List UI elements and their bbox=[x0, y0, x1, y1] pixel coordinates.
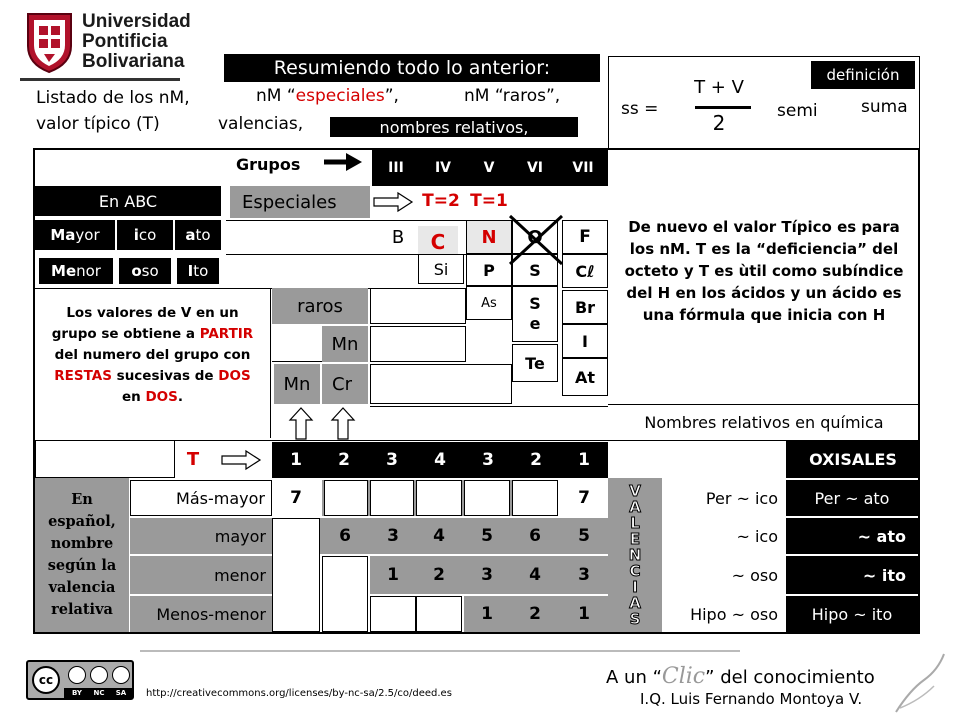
group-iv: IV bbox=[434, 160, 452, 176]
by-icon bbox=[68, 666, 86, 684]
ito-suffix: to bbox=[193, 262, 209, 280]
element-i: I bbox=[562, 324, 608, 358]
nc-icon bbox=[90, 666, 108, 684]
mayor-value-4: 4 bbox=[433, 526, 445, 546]
menor-value-3: 1 bbox=[387, 565, 399, 585]
cr-cell: Cr bbox=[322, 364, 368, 404]
t-value-4: 4 bbox=[434, 450, 446, 470]
mas-mayor-value-1: 7 bbox=[290, 488, 302, 508]
element-n: N bbox=[466, 220, 512, 254]
t-row-left-cell bbox=[35, 440, 175, 478]
t-value-7: 1 bbox=[578, 450, 590, 470]
ico-suffix: co bbox=[138, 226, 157, 244]
salt-ato: ~ ato bbox=[786, 518, 918, 554]
element-cl: Cℓ bbox=[562, 254, 608, 288]
suffix-ato bbox=[175, 220, 221, 250]
note-part4: en bbox=[121, 389, 146, 405]
acid-per-ico: Per ~ ico bbox=[705, 488, 778, 508]
t-value-6: 2 bbox=[530, 450, 542, 470]
oso-prefix: o bbox=[131, 262, 142, 280]
mayor-value-6: 6 bbox=[529, 526, 541, 546]
mm-empty-4 bbox=[464, 480, 510, 516]
header-divider bbox=[20, 78, 180, 81]
t-value-3: 3 bbox=[386, 450, 398, 470]
t-value-1: 1 bbox=[290, 450, 302, 470]
license-link[interactable]: http://creativecommons.org/licenses/by-nc-sa/2.5/co/deed.es bbox=[146, 688, 452, 699]
by-text: BY bbox=[71, 689, 83, 697]
nm-prefix: nM “ bbox=[256, 86, 296, 106]
university-line3: Bolivariana bbox=[82, 51, 185, 72]
menor-blank-2 bbox=[322, 556, 368, 632]
mayor-value-7: 5 bbox=[578, 526, 590, 546]
t-label: T bbox=[186, 448, 200, 470]
oxisales-label: OXISALES bbox=[786, 440, 920, 478]
cc-license-badge bbox=[26, 660, 134, 700]
arrow-row-line bbox=[370, 406, 608, 407]
intro-valencias: valencias, bbox=[218, 114, 304, 134]
suffix-ito bbox=[175, 256, 221, 286]
clic-word: Clic bbox=[661, 664, 706, 689]
menos-menor-value-7: 1 bbox=[578, 604, 590, 624]
salt-per-ato: Per ~ ato bbox=[786, 480, 918, 516]
menor-prefix: Me bbox=[51, 262, 77, 280]
mayor-suffix: yor bbox=[75, 226, 100, 244]
semi-label: semi bbox=[777, 101, 818, 121]
mayor-value-2: 6 bbox=[339, 526, 351, 546]
especiales-label: Especiales bbox=[230, 186, 370, 218]
menor-suffix: nor bbox=[76, 262, 101, 280]
page-title: Resumiendo todo lo anterior: bbox=[224, 54, 600, 82]
slogan-prefix: A un “ bbox=[606, 667, 662, 688]
mayor-prefix: Ma bbox=[50, 226, 76, 244]
up-arrow-icon-1 bbox=[288, 406, 314, 444]
suffix-mayor bbox=[35, 220, 115, 250]
mm-empty-2 bbox=[370, 480, 414, 516]
suma-label: suma bbox=[861, 97, 908, 117]
note-restas: RESTAS bbox=[54, 368, 112, 384]
element-o: O bbox=[512, 220, 558, 254]
fraction-bar bbox=[695, 106, 751, 109]
acid-ico: ~ ico bbox=[736, 526, 778, 546]
raros-cell-empty bbox=[370, 288, 466, 324]
se-part1: S bbox=[529, 294, 541, 313]
university-line2: Pontificia bbox=[82, 31, 168, 52]
intro-especiales bbox=[256, 86, 446, 106]
nombres-relativos-label: nombres relativos, bbox=[330, 117, 578, 137]
up-arrow-icon-2 bbox=[330, 406, 356, 444]
mm-empty-1 bbox=[324, 480, 368, 516]
mn-raro-cell: Mn bbox=[274, 364, 320, 404]
slogan bbox=[606, 664, 875, 689]
suffix-ico bbox=[117, 220, 173, 250]
intro-line2: valor típico (T) bbox=[36, 114, 160, 134]
mm-empty-3 bbox=[416, 480, 462, 516]
mn-left-blank bbox=[272, 326, 322, 362]
t2-label: T=2 bbox=[422, 191, 460, 211]
row-label-mayor: mayor bbox=[130, 518, 272, 554]
salt-ito: ~ ito bbox=[786, 556, 918, 594]
t1-label: T=1 bbox=[470, 191, 508, 211]
university-logo bbox=[22, 12, 77, 74]
menor-value-5: 3 bbox=[481, 565, 493, 585]
element-at: At bbox=[562, 358, 608, 396]
shield-icon bbox=[22, 12, 77, 74]
university-line1: Universidad bbox=[82, 11, 191, 32]
nm-mid: ”, bbox=[384, 86, 399, 106]
ss-label: ss = bbox=[621, 99, 659, 119]
espanol-label: En español, nombre según la valencia relativa bbox=[35, 478, 129, 632]
mm-empty-5 bbox=[512, 480, 558, 516]
group-v: V bbox=[483, 160, 495, 176]
grupos-label: Grupos bbox=[236, 155, 301, 174]
intro-raros: nM “raros”, bbox=[464, 86, 561, 106]
slogan-suffix: ” del conocimiento bbox=[705, 667, 875, 688]
note-dos2: DOS bbox=[145, 389, 178, 405]
element-se bbox=[512, 286, 558, 342]
especiales-arrow-icon bbox=[372, 190, 416, 218]
footer-divider bbox=[140, 650, 740, 652]
note-part2: del numero del grupo con bbox=[54, 347, 251, 363]
group-vi: VI bbox=[526, 160, 544, 176]
v-values-note bbox=[35, 288, 271, 438]
element-b: B bbox=[391, 226, 405, 248]
ico-prefix: i bbox=[133, 226, 139, 244]
mm-blank-3 bbox=[370, 596, 416, 632]
ato-prefix: a bbox=[185, 226, 196, 244]
valencias-column bbox=[608, 478, 662, 632]
salt-hipo-ito: Hipo ~ ito bbox=[786, 596, 918, 632]
valencias-vertical-text: VALENCIAS bbox=[628, 482, 642, 628]
mn-cell: Mn bbox=[322, 326, 368, 362]
nc-text: NC bbox=[93, 689, 105, 697]
note-dos1: DOS bbox=[218, 368, 251, 384]
element-f: F bbox=[562, 220, 608, 254]
acid-hipo-oso: Hipo ~ oso bbox=[690, 604, 778, 624]
sa-text: SA bbox=[115, 689, 127, 697]
menos-menor-value-6: 2 bbox=[529, 604, 541, 624]
t-value-2: 2 bbox=[338, 450, 350, 470]
row-line-b bbox=[226, 220, 466, 221]
mayor-blank-1 bbox=[272, 518, 320, 632]
formula-box bbox=[608, 56, 920, 148]
element-as: As bbox=[466, 286, 512, 320]
suffix-oso bbox=[117, 256, 173, 286]
en-abc-label: En ABC bbox=[35, 186, 221, 216]
ito-prefix: I bbox=[187, 262, 194, 280]
raros-label: raros bbox=[272, 288, 368, 324]
right-note: De nuevo el valor Típico es para los nM. T es la “deficiencia” del octeto y T es ùtil como subíndice del H en los ácidos y un ácido es una fórmula que inicia con H bbox=[624, 218, 904, 324]
note-part3: sucesivas de bbox=[111, 368, 219, 384]
se-part2: e bbox=[529, 314, 541, 333]
sa-icon bbox=[112, 666, 130, 684]
element-s: S bbox=[512, 254, 558, 286]
university-name bbox=[82, 12, 192, 72]
element-te: Te bbox=[512, 344, 558, 382]
cursor-swirl-icon bbox=[890, 650, 950, 720]
t-arrow-icon bbox=[220, 448, 264, 476]
element-c: C bbox=[418, 226, 458, 258]
group-iii: III bbox=[388, 160, 404, 176]
suffix-menor bbox=[37, 256, 115, 286]
ato-suffix: to bbox=[195, 226, 211, 244]
row-label-mas-mayor: Más-mayor bbox=[130, 480, 272, 516]
cc-icon: cc bbox=[32, 666, 60, 694]
menos-menor-value-5: 1 bbox=[481, 604, 493, 624]
oso-suffix: so bbox=[141, 262, 159, 280]
menor-value-6: 4 bbox=[529, 565, 541, 585]
element-si: Si bbox=[418, 254, 464, 284]
note-partir: PARTIR bbox=[199, 326, 254, 342]
cr-row-empty bbox=[370, 364, 512, 404]
mm-blank-4 bbox=[416, 596, 462, 632]
nombres-quimica-label: Nombres relativos en química bbox=[608, 404, 920, 440]
row-label-menos-menor: Menos-menor bbox=[130, 596, 272, 632]
intro-line1: Listado de los nM, bbox=[36, 88, 190, 108]
menor-value-7: 3 bbox=[578, 565, 590, 585]
note-part1: Los valores de V en un grupo se obtiene a bbox=[51, 305, 239, 342]
mn-row-empty bbox=[370, 326, 466, 362]
element-br: Br bbox=[562, 290, 608, 324]
formula-numerator: T + V bbox=[694, 77, 744, 98]
mayor-value-3: 3 bbox=[387, 526, 399, 546]
element-p: P bbox=[466, 254, 512, 286]
row-label-menor: menor bbox=[130, 556, 272, 594]
acid-oso: ~ oso bbox=[731, 565, 778, 585]
menor-value-4: 2 bbox=[433, 565, 445, 585]
note-part5: . bbox=[177, 389, 183, 405]
arrow-right-icon bbox=[322, 150, 366, 178]
especiales-word: especiales bbox=[295, 86, 385, 106]
mas-mayor-value-7: 7 bbox=[578, 488, 590, 508]
mayor-value-5: 5 bbox=[481, 526, 493, 546]
t-value-5: 3 bbox=[482, 450, 494, 470]
group-vii: VII bbox=[572, 160, 594, 176]
definicion-badge: definición bbox=[811, 61, 915, 89]
formula-denominator: 2 bbox=[712, 111, 726, 135]
author: I.Q. Luis Fernando Montoya V. bbox=[640, 690, 863, 708]
